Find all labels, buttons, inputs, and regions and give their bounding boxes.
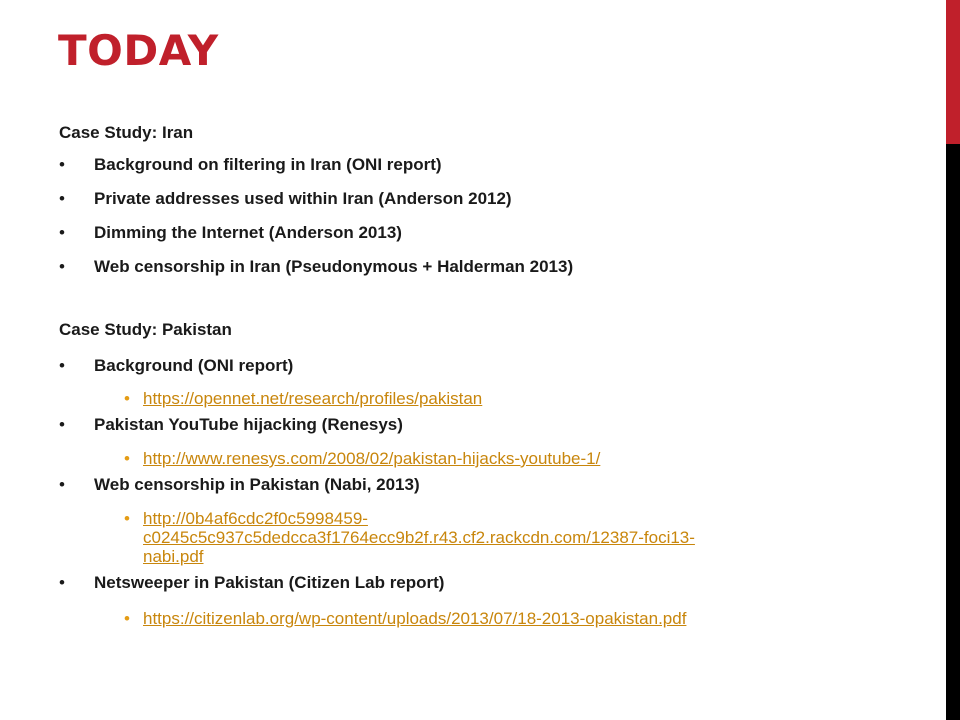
link-nabi-line-1: http://0b4af6cdc2f0c5998459-: [143, 509, 368, 528]
sub-bullet-icon: •: [124, 509, 130, 528]
iran-bullet-3: Dimming the Internet (Anderson 2013): [94, 223, 402, 242]
bullet-icon: •: [59, 475, 65, 494]
slide-title: TODAY: [58, 26, 219, 75]
bullet-icon: •: [59, 356, 65, 375]
sub-bullet-icon: •: [124, 449, 130, 468]
bullet-icon: •: [59, 257, 65, 276]
link-nabi-line-2: c0245c5c937c5dedcca3f1764ecc9b2f.r43.cf2.rackcdn.com/12387-foci13-: [143, 528, 695, 547]
iran-bullet-2: Private addresses used within Iran (Anderson 2012): [94, 189, 512, 208]
iran-bullet-1: Background on filtering in Iran (ONI report): [94, 155, 442, 174]
bullet-icon: •: [59, 573, 65, 592]
link-oni-pakistan[interactable]: https://opennet.net/research/profiles/pakistan: [143, 389, 483, 408]
link-nabi-line-3: nabi.pdf: [143, 547, 204, 566]
pakistan-heading: Case Study: Pakistan: [59, 320, 232, 339]
sub-bullet-icon: •: [124, 609, 130, 628]
bullet-icon: •: [59, 189, 65, 208]
pakistan-bullet-2: Pakistan YouTube hijacking (Renesys): [94, 415, 403, 434]
bullet-icon: •: [59, 155, 65, 174]
bullet-icon: •: [59, 223, 65, 242]
pakistan-bullet-3: Web censorship in Pakistan (Nabi, 2013): [94, 475, 420, 494]
link-nabi-pdf[interactable]: [143, 509, 863, 566]
bullet-icon: •: [59, 415, 65, 434]
sub-bullet-icon: •: [124, 389, 130, 408]
pakistan-bullet-1: Background (ONI report): [94, 356, 294, 375]
iran-bullet-4: Web censorship in Iran (Pseudonymous + Halderman 2013): [94, 257, 574, 276]
link-renesys[interactable]: http://www.renesys.com/2008/02/pakistan-hijacks-youtube-1/: [143, 449, 601, 468]
accent-bar-dark: [946, 144, 960, 720]
accent-bar-red: [946, 0, 960, 144]
link-citizenlab[interactable]: https://citizenlab.org/wp-content/uploads/2013/07/18-2013-opakistan.pdf: [143, 609, 687, 628]
pakistan-bullet-4: Netsweeper in Pakistan (Citizen Lab report): [94, 573, 445, 592]
iran-heading: Case Study: Iran: [59, 123, 194, 142]
